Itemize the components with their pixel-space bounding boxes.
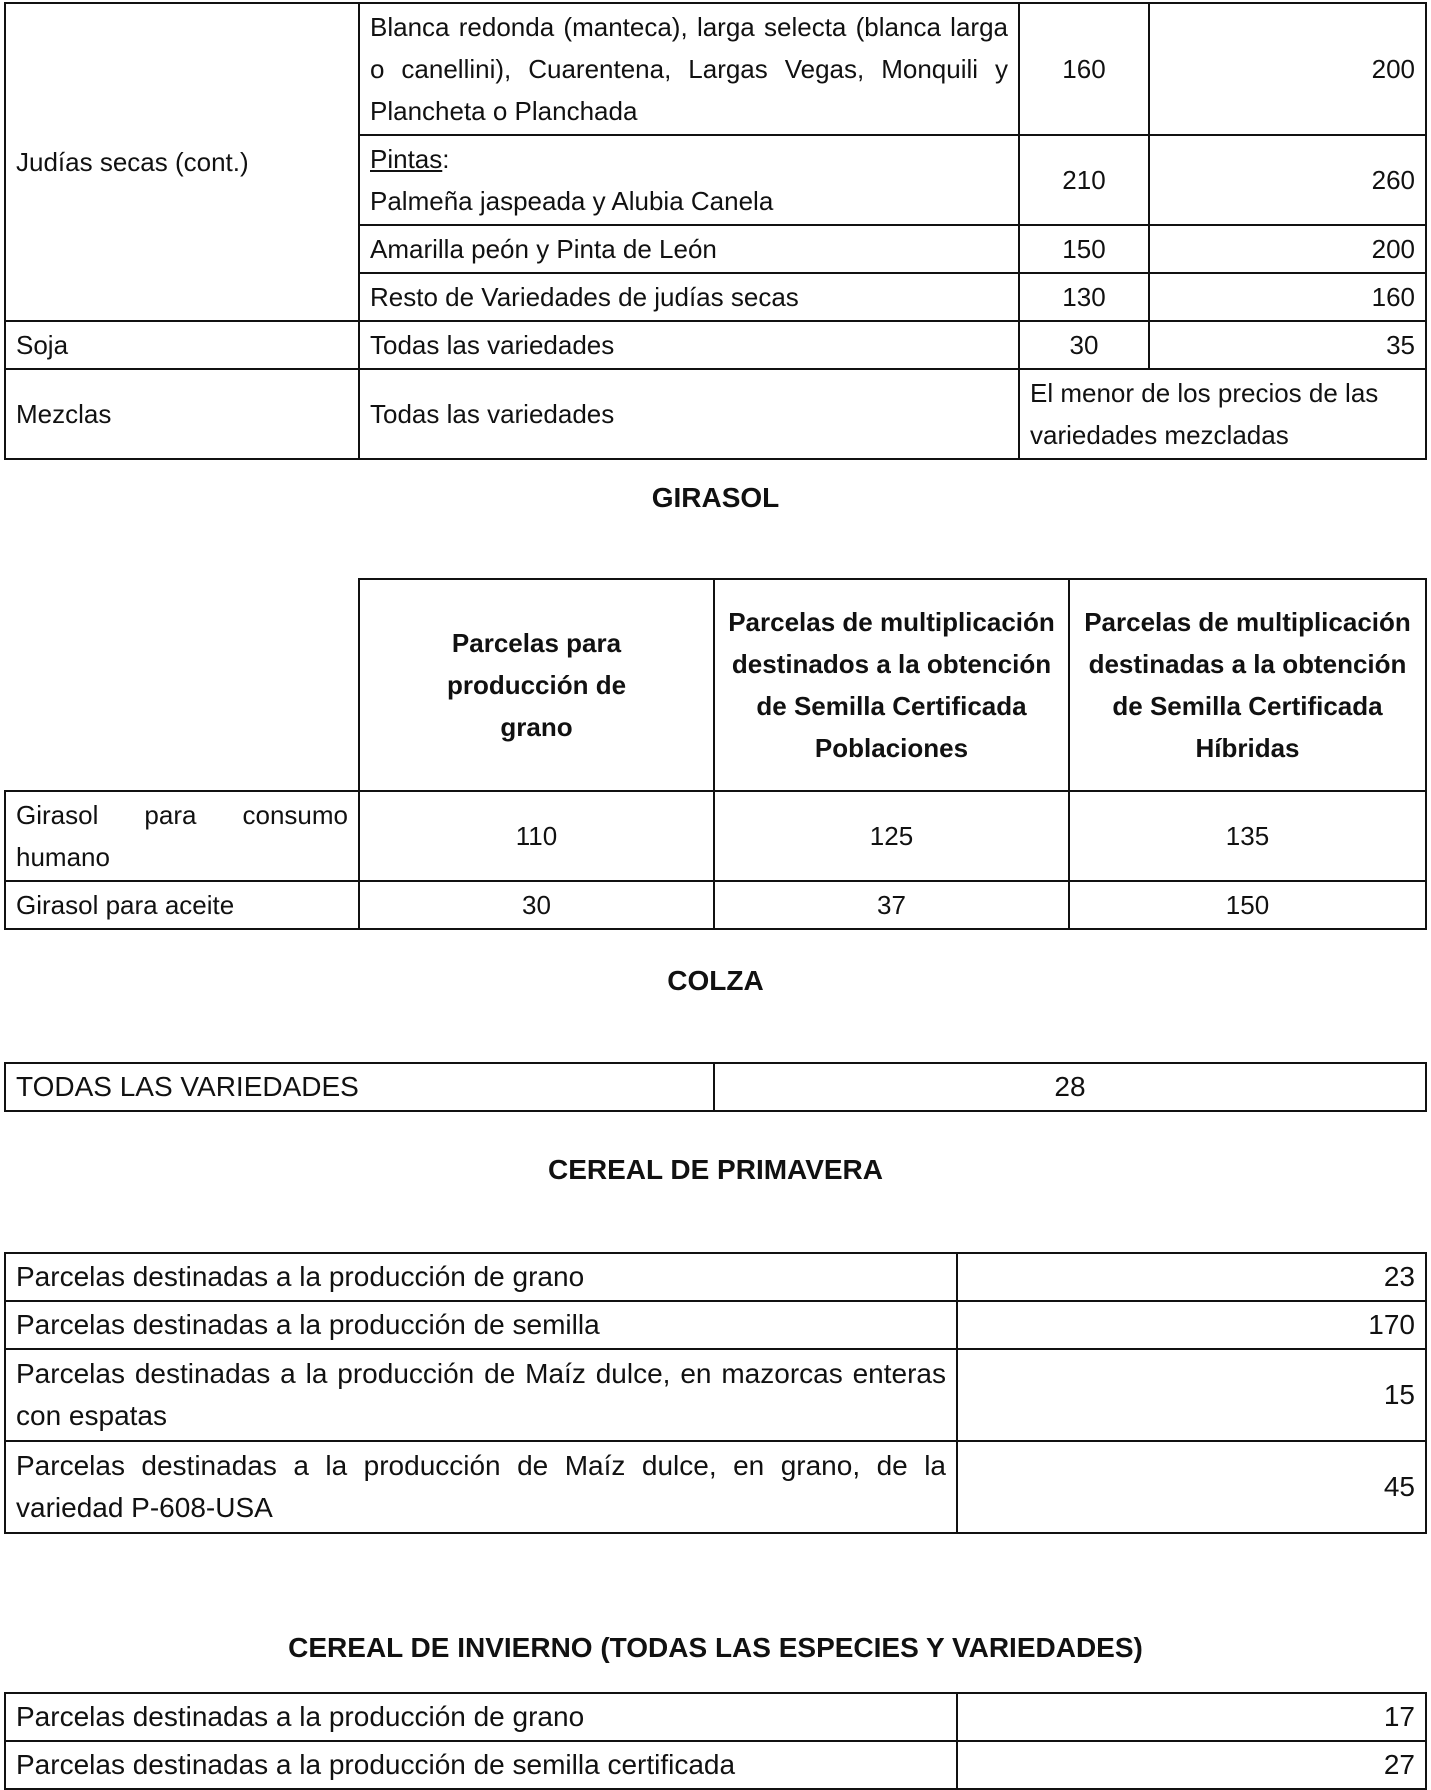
variety-cell: Todas las variedades	[359, 321, 1019, 369]
column-header: Parcelas de multiplicación destinadas a la obtención de Semilla Certificada Híbridas	[1069, 579, 1426, 791]
row-label: Parcelas destinadas a la producción de semilla certificada	[5, 1741, 957, 1789]
table-row	[5, 1253, 1426, 1301]
variety-colon: :	[442, 144, 450, 174]
value-cell: 37	[714, 881, 1069, 929]
table-header-row	[5, 579, 1426, 791]
section-heading: CEREAL DE PRIMAVERA	[547, 1154, 883, 1185]
cereal-primavera-table	[4, 1252, 1427, 1534]
table-row	[5, 1741, 1426, 1789]
cereal-invierno-table	[4, 1692, 1427, 1790]
value-cell: 125	[714, 791, 1069, 881]
column-header: Parcelas para producción de grano	[359, 579, 714, 791]
value-cell: 200	[1149, 225, 1426, 273]
table-row	[5, 791, 1426, 881]
value-cell: 135	[1069, 791, 1426, 881]
row-label: Parcelas destinadas a la producción de Maíz dulce, en grano, de la variedad P-608-USA	[5, 1441, 957, 1533]
value-cell: El menor de los precios de las variedades mezcladas	[1019, 369, 1426, 459]
table-row	[5, 1301, 1426, 1349]
row-label: Parcelas destinadas a la producción de semilla	[5, 1301, 957, 1349]
value-cell: 130	[1019, 273, 1149, 321]
section-heading: GIRASOL	[651, 482, 780, 513]
variety-cell	[359, 135, 1019, 225]
table-row	[5, 321, 1426, 369]
value-cell: 210	[1019, 135, 1149, 225]
variety-rest: Palmeña jaspeada y Alubia Canela	[370, 186, 774, 216]
value-cell: 170	[957, 1301, 1426, 1349]
value-cell: 17	[957, 1693, 1426, 1741]
value-cell: 45	[957, 1441, 1426, 1533]
colza-table	[4, 1062, 1427, 1112]
value-cell: 200	[1149, 3, 1426, 135]
value-cell: 160	[1019, 3, 1149, 135]
row-label: Girasol para aceite	[5, 881, 359, 929]
table-row	[5, 881, 1426, 929]
value-cell: 15	[957, 1349, 1426, 1441]
group-label: Judías secas (cont.)	[5, 3, 359, 321]
value-cell: 28	[714, 1063, 1426, 1111]
value-cell: 150	[1069, 881, 1426, 929]
value-cell: 30	[1019, 321, 1149, 369]
variety-cell: Amarilla peón y Pinta de León	[359, 225, 1019, 273]
empty-header-cell	[5, 579, 359, 791]
variety-cell: Todas las variedades	[359, 369, 1019, 459]
variety-cell: Blanca redonda (manteca), larga selecta (blanca larga o canellini), Cuarentena, Largas Vegas, Monquili y Plancheta o Planchada	[359, 3, 1019, 135]
variety-underlined: Pintas	[370, 144, 443, 174]
value-cell: 110	[359, 791, 714, 881]
column-header: Parcelas de multiplicación destinados a la obtención de Semilla Certificada Poblaciones	[714, 579, 1069, 791]
judias-table	[4, 2, 1427, 460]
value-cell: 30	[359, 881, 714, 929]
table-row	[5, 1349, 1426, 1441]
row-label: Parcelas destinadas a la producción de Maíz dulce, en mazorcas enteras con espatas	[5, 1349, 957, 1441]
row-label: Soja	[5, 321, 359, 369]
table-row	[5, 3, 1426, 135]
row-label: Girasol para consumo humano	[5, 791, 359, 881]
row-label: TODAS LAS VARIEDADES	[5, 1063, 714, 1111]
table-row	[5, 1063, 1426, 1111]
section-heading: CEREAL DE INVIERNO (TODAS LAS ESPECIES Y VARIEDADES)	[288, 1632, 1143, 1663]
row-label: Mezclas	[5, 369, 359, 459]
row-label: Parcelas destinadas a la producción de grano	[5, 1253, 957, 1301]
value-cell: 260	[1149, 135, 1426, 225]
table-row	[5, 1441, 1426, 1533]
table-row	[5, 369, 1426, 459]
value-cell: 27	[957, 1741, 1426, 1789]
section-heading: COLZA	[667, 965, 764, 996]
row-label: Parcelas destinadas a la producción de grano	[5, 1693, 957, 1741]
girasol-table	[4, 578, 1427, 930]
table-row	[5, 1693, 1426, 1741]
value-cell: 150	[1019, 225, 1149, 273]
value-cell: 35	[1149, 321, 1426, 369]
variety-cell: Resto de Variedades de judías secas	[359, 273, 1019, 321]
value-cell: 160	[1149, 273, 1426, 321]
value-cell: 23	[957, 1253, 1426, 1301]
